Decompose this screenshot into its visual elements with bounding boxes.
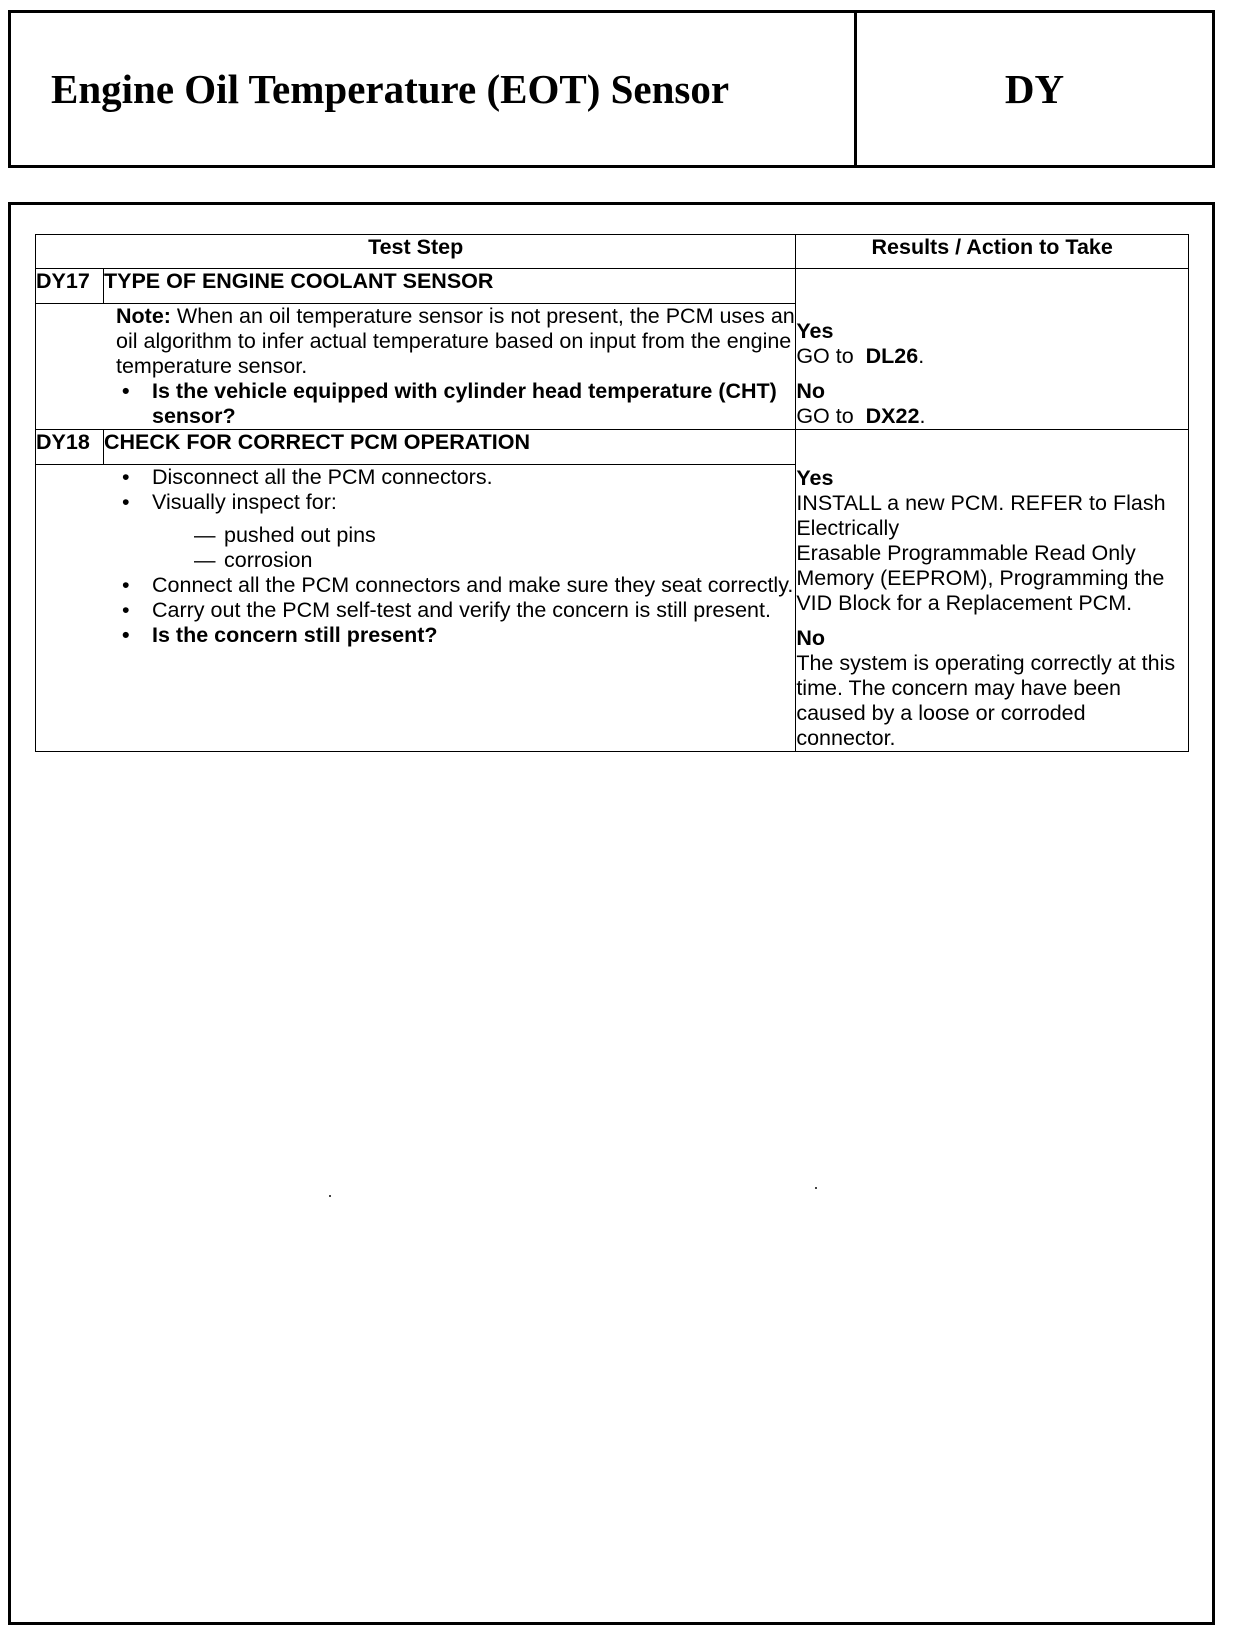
no-action: GO to DX22.	[796, 404, 926, 428]
step-body	[36, 304, 796, 430]
header-box	[8, 10, 1215, 168]
goto-link[interactable]: DL26	[865, 344, 919, 368]
yes-label: Yes	[796, 319, 834, 343]
table-row	[36, 430, 1189, 465]
scan-speck	[815, 1187, 817, 1189]
bullet-list	[116, 465, 795, 648]
note: Note: When an oil temperature sensor is not present, the PCM uses an oil algorithm to infer actual temperature based on input from the engine temperature sensor.	[116, 304, 795, 378]
sub-item: — pushed out pins	[188, 523, 795, 548]
sub-list	[152, 523, 795, 573]
test-step-table	[35, 234, 1189, 752]
scan-speck	[329, 1195, 331, 1197]
bullet-item: • Visually inspect for: — pushed out pins — corrosion	[116, 490, 795, 573]
step-result	[796, 269, 1189, 430]
step-result	[796, 430, 1189, 752]
bullet-item: • Carry out the PCM self-test and verify the concern is still present.	[116, 598, 795, 623]
step-code: DY17	[36, 269, 104, 304]
yes-action-ref: Erasable Programmable Read Only Memory (EEPROM), Programming the VID Block for a Replacement PCM.	[796, 541, 1165, 615]
content-box	[8, 202, 1215, 1625]
question: • Is the vehicle equipped with cylinder head temperature (CHT) sensor?	[116, 379, 795, 429]
table-row	[36, 269, 1189, 304]
page-title: Engine Oil Temperature (EOT) Sensor	[11, 13, 857, 165]
no-action: The system is operating correctly at this time. The concern may have been caused by a loose or corroded connector.	[796, 651, 1176, 750]
step-title: CHECK FOR CORRECT PCM OPERATION	[103, 430, 795, 465]
bullet-item: • Connect all the PCM connectors and make sure they seat correctly.	[116, 573, 795, 598]
section-code: DY	[1004, 66, 1065, 112]
column-header-results: Results / Action to Take	[796, 235, 1189, 269]
step-title: TYPE OF ENGINE COOLANT SENSOR	[103, 269, 795, 304]
step-body	[36, 465, 796, 752]
question: • Is the concern still present?	[116, 623, 795, 648]
bullet-item: • Disconnect all the PCM connectors.	[116, 465, 795, 490]
column-header-test-step: Test Step	[36, 235, 796, 269]
sub-item: — corrosion	[188, 548, 795, 573]
yes-action: GO to DL26.	[796, 344, 925, 368]
table-header-row	[36, 235, 1189, 269]
no-label: No	[796, 626, 825, 650]
yes-action: INSTALL a new PCM. REFER to Flash Electrically	[796, 491, 1166, 540]
no-label: No	[796, 379, 825, 403]
bullet-list	[116, 379, 795, 429]
goto-link[interactable]: DX22	[865, 404, 920, 428]
step-code: DY18	[36, 430, 104, 465]
yes-label: Yes	[796, 466, 834, 490]
